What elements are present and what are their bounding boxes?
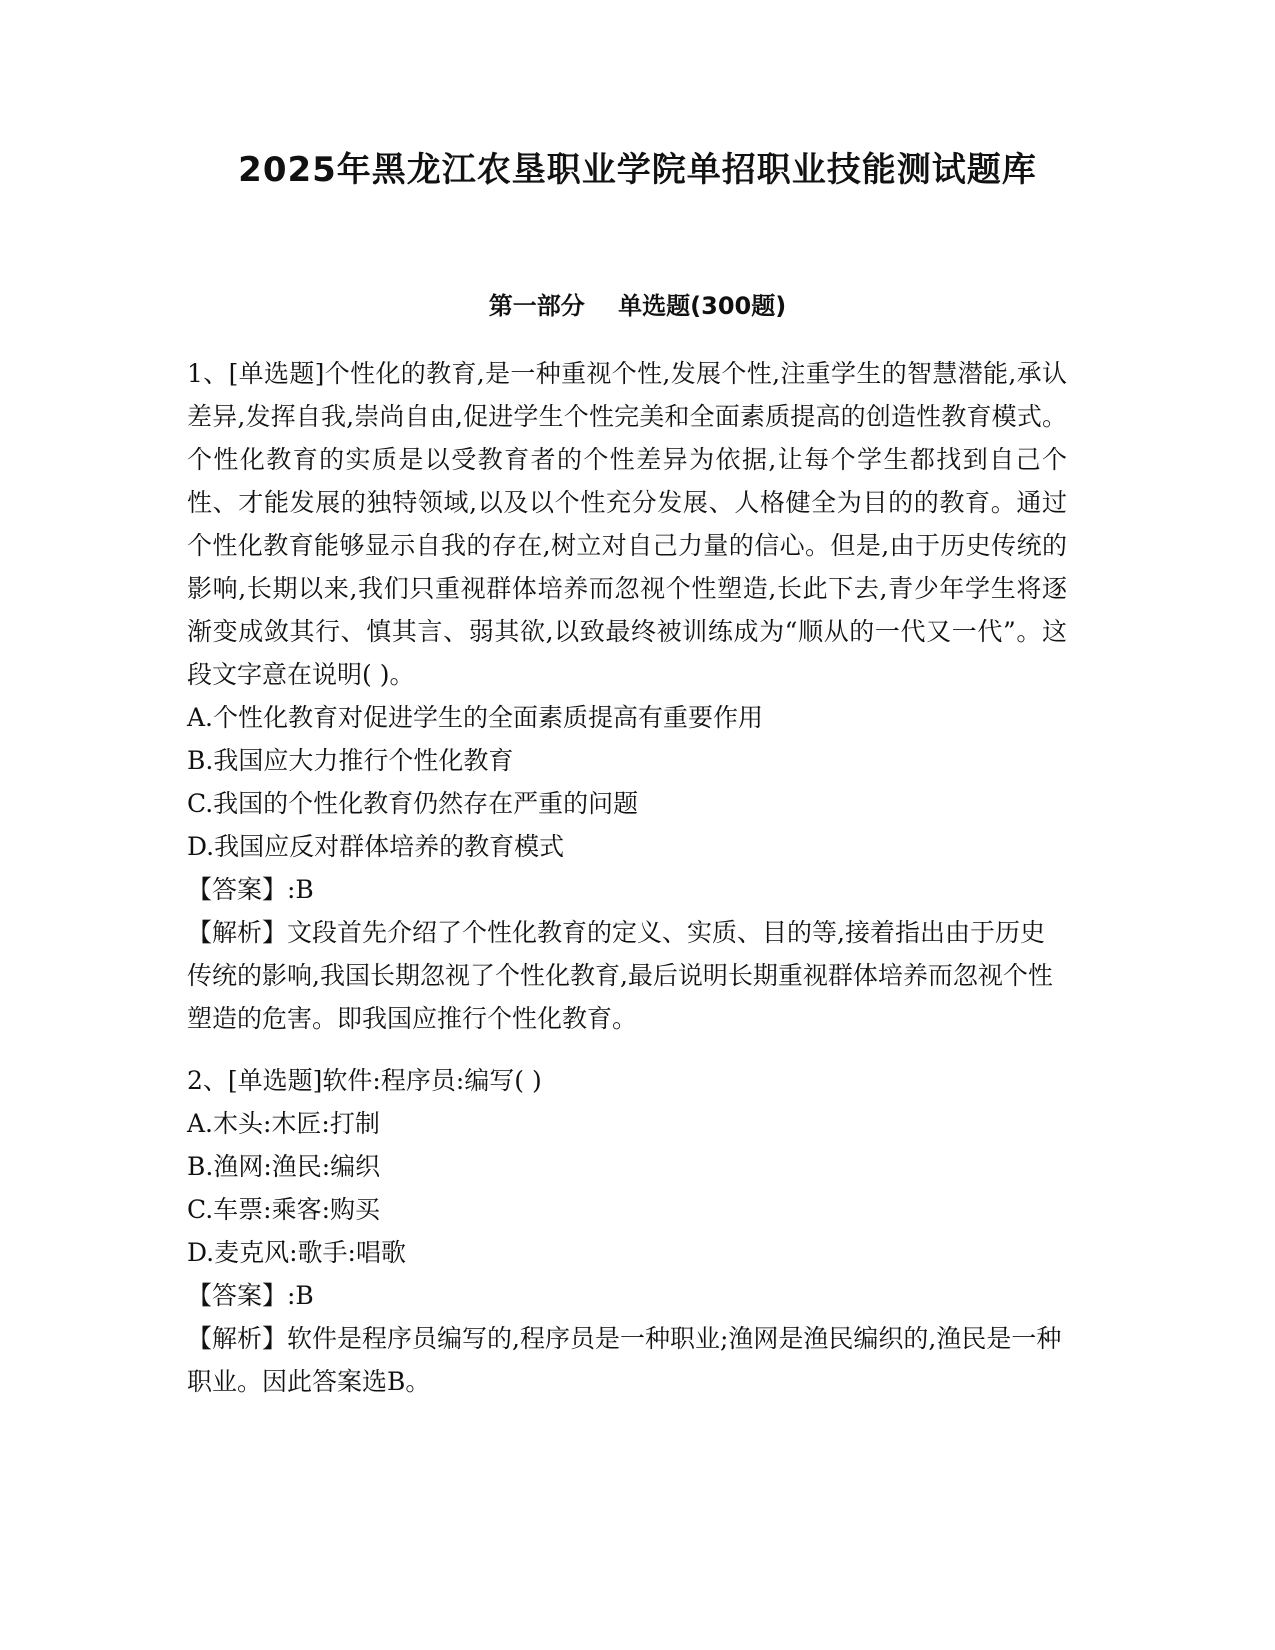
answer-line: 【答案】:B (187, 1281, 314, 1310)
option-list (187, 1102, 1067, 1274)
option-a: A.个性化教育对促进学生的全面素质提高有重要作用 (187, 703, 764, 732)
option-d: D.麦克风:歌手:唱歌 (187, 1238, 406, 1267)
option-c: C.车票:乘客:购买 (187, 1195, 381, 1224)
option-d: D.我国应反对群体培养的教育模式 (187, 832, 565, 861)
option-b: B.我国应大力推行个性化教育 (187, 746, 514, 775)
question-1 (187, 352, 1067, 1040)
question-stem: 1、[单选题]个性化的教育,是一种重视个性,发展个性,注重学生的智慧潜能,承认差异,发挥自我,崇尚自由,促进学生个性完美和全面素质提高的创造性教育模式。个性化教育的实质是以受教育者的个性差异为依据,让每个学生都找到自己个性、才能发展的独特领域,以及以个性充分发展、人格健全为目的的教育。通过个性化教育能够显示自我的存在,树立对自己力量的信心。但是,由于历史传统的影响,长期以来,我们只重视群体培养而忽视个性塑造,长此下去,青少年学生将逐渐变成敛其行、慎其言、弱其欲,以致最终被训练成为“顺从的一代又一代”。这段文字意在说明( )。 (187, 359, 1067, 689)
option-b: B.渔网:渔民:编织 (187, 1152, 381, 1181)
question-list (187, 352, 1067, 1422)
option-c: C.我国的个性化教育仍然存在严重的问题 (187, 789, 639, 818)
option-a: A.木头:木匠:打制 (187, 1109, 380, 1138)
section-title: 第一部分 单选题(300题) (488, 292, 787, 320)
analysis-text: 【解析】软件是程序员编写的,程序员是一种职业;渔网是渔民编织的,渔民是一种职业。因此答案选B。 (187, 1324, 1062, 1396)
analysis-text: 【解析】文段首先介绍了个性化教育的定义、实质、目的等,接着指出由于历史传统的影响,我国长期忽视了个性化教育,最后说明长期重视群体培养而忽视个性塑造的危害。即我国应推行个性化教育。 (187, 918, 1053, 1033)
document-title: 2025年黑龙江农垦职业学院单招职业技能测试题库 (238, 150, 1037, 190)
answer-line: 【答案】:B (187, 875, 314, 904)
option-list (187, 696, 1067, 868)
question-stem: 2、[单选题]软件:程序员:编写( ) (187, 1066, 542, 1095)
question-2 (187, 1059, 1067, 1403)
